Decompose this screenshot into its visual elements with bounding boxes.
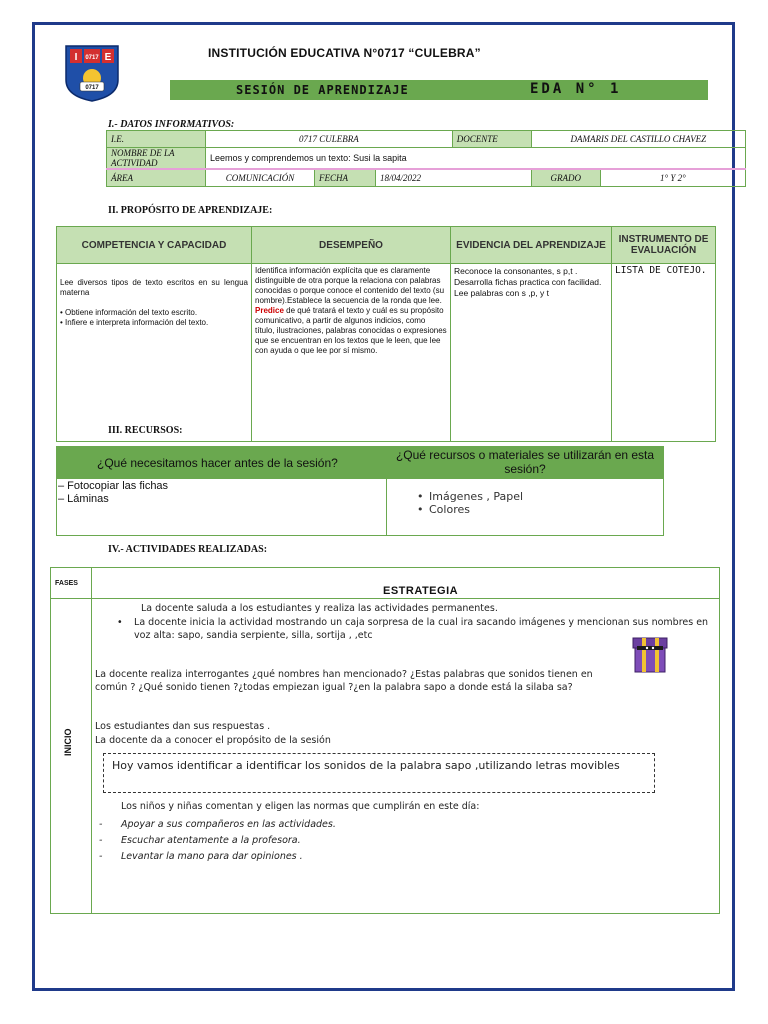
recursos-question-2: ¿Qué recursos o materiales se utilizarán en esta sesión? [395,448,655,476]
instrumento-header: INSTRUMENTO DE EVALUACIÓN [612,227,716,264]
paragraph-4: Los estudiantes dan sus respuestas . [95,721,271,732]
norma-2: Escuchar atentamente a la profesora. [121,835,301,846]
desempeno-cell [252,264,451,442]
paragraph-5: La docente da a conocer el propósito de la sesión [95,735,331,746]
desempeno-header: DESEMPEÑO [252,227,451,264]
recursos-question-1: ¿Qué necesitamos hacer antes de la sesión? [97,456,338,470]
area-value: COMUNICACIÓN [206,169,315,187]
svg-text:0717: 0717 [85,85,99,91]
paragraph-6: Los niños y niñas comentan y eligen las normas que cumplirán en este día: [121,801,480,812]
evidencia-3: Lee palabras con s ,p, y t [454,288,549,298]
surprise-box-icon [630,634,670,674]
ie-label: I.E. [107,131,206,148]
actividades-table: FASES ESTRATEGIA INICIO La docente saluda a los estudiantes y realiza las actividades permanentes. • La docente inicia la actividad mostrando un caja sorpresa de la cual ira sacando imágenes y mencionan sus nombres en voz alta: sapo, sandia serpiente, silla, sortija , ,etc La docente realiza interrogantes ¿qué nombres han mencionado? ¿Estas palabras que sonidos tienen en común ? ¿Qué sonido tienen ?¿todas empiezan igual ?¿en la palabra sapo a donde está la silaba sa? Los estudiantes dan sus respuestas . La docente da a conocer el propósito de la sesión Hoy vamos identificar a identificar los sonidos de la palabra sapo ,utilizando letras movibles Los niños y niñas comentan y eligen las normas que cumplirán en este día: - Apoyar a sus compañeros en las actividades. - Escuchar atentamente a la profesora. - Levantar la mano para dar opiniones . [50,567,720,914]
competencia-header: COMPETENCIA Y CAPACIDAD [57,227,252,264]
recursos-answer-1a: – Fotocopiar las fichas [58,480,169,492]
competencia-text: Lee diversos tipos de texto escritos en su lengua materna [60,278,248,297]
instrumento-text: LISTA DE COTEJO. [615,265,707,276]
proposito-box [103,753,655,793]
docente-label: DOCENTE [452,131,531,148]
recursos-table: ¿Qué necesitamos hacer antes de la sesión? ¿Qué recursos o materiales se utilizarán en esta sesión? – Fotocopiar las fichas – Láminas • Imágenes , Papel • Colores [56,446,664,536]
area-label: ÁREA [107,169,206,187]
institution-title: INSTITUCIÓN EDUCATIVA N°0717 “CULEBRA” [208,46,481,60]
recursos-answer-2a: Imágenes , Papel [429,490,524,503]
capacidad-2: • Infiere e interpreta información del texto. [60,318,209,327]
datos-table [106,130,746,187]
fecha-label: FECHA [315,169,376,187]
grado-label: GRADO [531,169,600,187]
desempeno-text-2: de qué tratará el texto y cuál es su propósito comunicativo, a partir de algunos indicios, como título, ilustraciones, palabras conocidas o expresiones que se encuentran en los textos que le leen, que lee con ayuda o que lee por sí mismo. [255,306,447,355]
actividad-value: Leemos y comprendemos un texto: Susi la sapita [206,148,746,170]
capacidad-1: • Obtiene información del texto escrito. [60,308,198,317]
recursos-heading: III. RECURSOS: [108,425,183,436]
evidencia-1: Reconoce la consonantes, s p,t . [454,266,578,276]
proposito-table [56,226,716,442]
evidencia-cell [451,264,612,442]
school-logo [62,44,122,102]
fecha-value: 18/04/2022 [376,169,532,187]
paragraph-1: La docente saluda a los estudiantes y realiza las actividades permanentes. [141,603,498,614]
desempeno-predice: Predice [255,306,284,315]
datos-heading: I.- DATOS INFORMATIVOS: [108,119,235,130]
grado-value: 1° Y 2° [600,169,745,187]
competencia-cell [57,264,252,442]
paragraph-3: La docente realiza interrogantes ¿qué nombres han mencionado? ¿Estas palabras que sonidos tienen en común ? ¿Qué sonido tienen ?¿todas empiezan igual ?¿en la palabra sapo a donde está la silaba sa? [95,669,593,693]
actividad-label: NOMBRE DE LA ACTIVIDAD [107,148,206,170]
session-title: SESIÓN DE APRENDIZAJE [236,83,409,97]
svg-text:I: I [74,52,78,63]
proposito-heading: II. PROPÓSITO DE APRENDIZAJE: [108,205,273,216]
evidencia-2: Desarrolla fichas practica con facilidad. [454,277,602,287]
estrategia-label: ESTRATEGIA [383,585,459,597]
inicio-label: INICIO [63,728,73,756]
ie-value: 0717 CULEBRA [206,131,453,148]
instrumento-cell [612,264,716,442]
evidencia-header: EVIDENCIA DEL APRENDIZAJE [451,227,612,264]
paragraph-2: La docente inicia la actividad mostrando un caja sorpresa de la cual ira sacando imágenes y mencionan sus nombres en voz alta: sapo, sandia serpiente, silla, sortija , ,etc [134,617,709,641]
actividades-heading: IV.- ACTIVIDADES REALIZADAS: [108,544,268,555]
recursos-answer-2b: Colores [429,503,470,516]
docente-value: DAMARIS DEL CASTILLO CHAVEZ [531,131,745,148]
recursos-answer-1b: – Láminas [58,493,109,505]
desempeno-text-1: Identifica información explícita que es claramente distinguible de otra porque la relaciona con palabras conocidas o porque conoce el contenido del texto (su nombre).Establece la secuencia de la ronda que lee. [255,266,445,305]
fases-label: FASES [55,580,78,587]
eda-title: EDA N° 1 [530,81,622,97]
norma-3: Levantar la mano para dar opiniones . [121,851,303,862]
norma-1: Apoyar a sus compañeros en las actividades. [121,819,336,830]
svg-text:E: E [104,52,112,63]
proposito-text: Hoy vamos identificar a identificar los sonidos de la palabra sapo ,utilizando letras movibles [112,759,620,772]
svg-text:0717: 0717 [85,55,99,61]
